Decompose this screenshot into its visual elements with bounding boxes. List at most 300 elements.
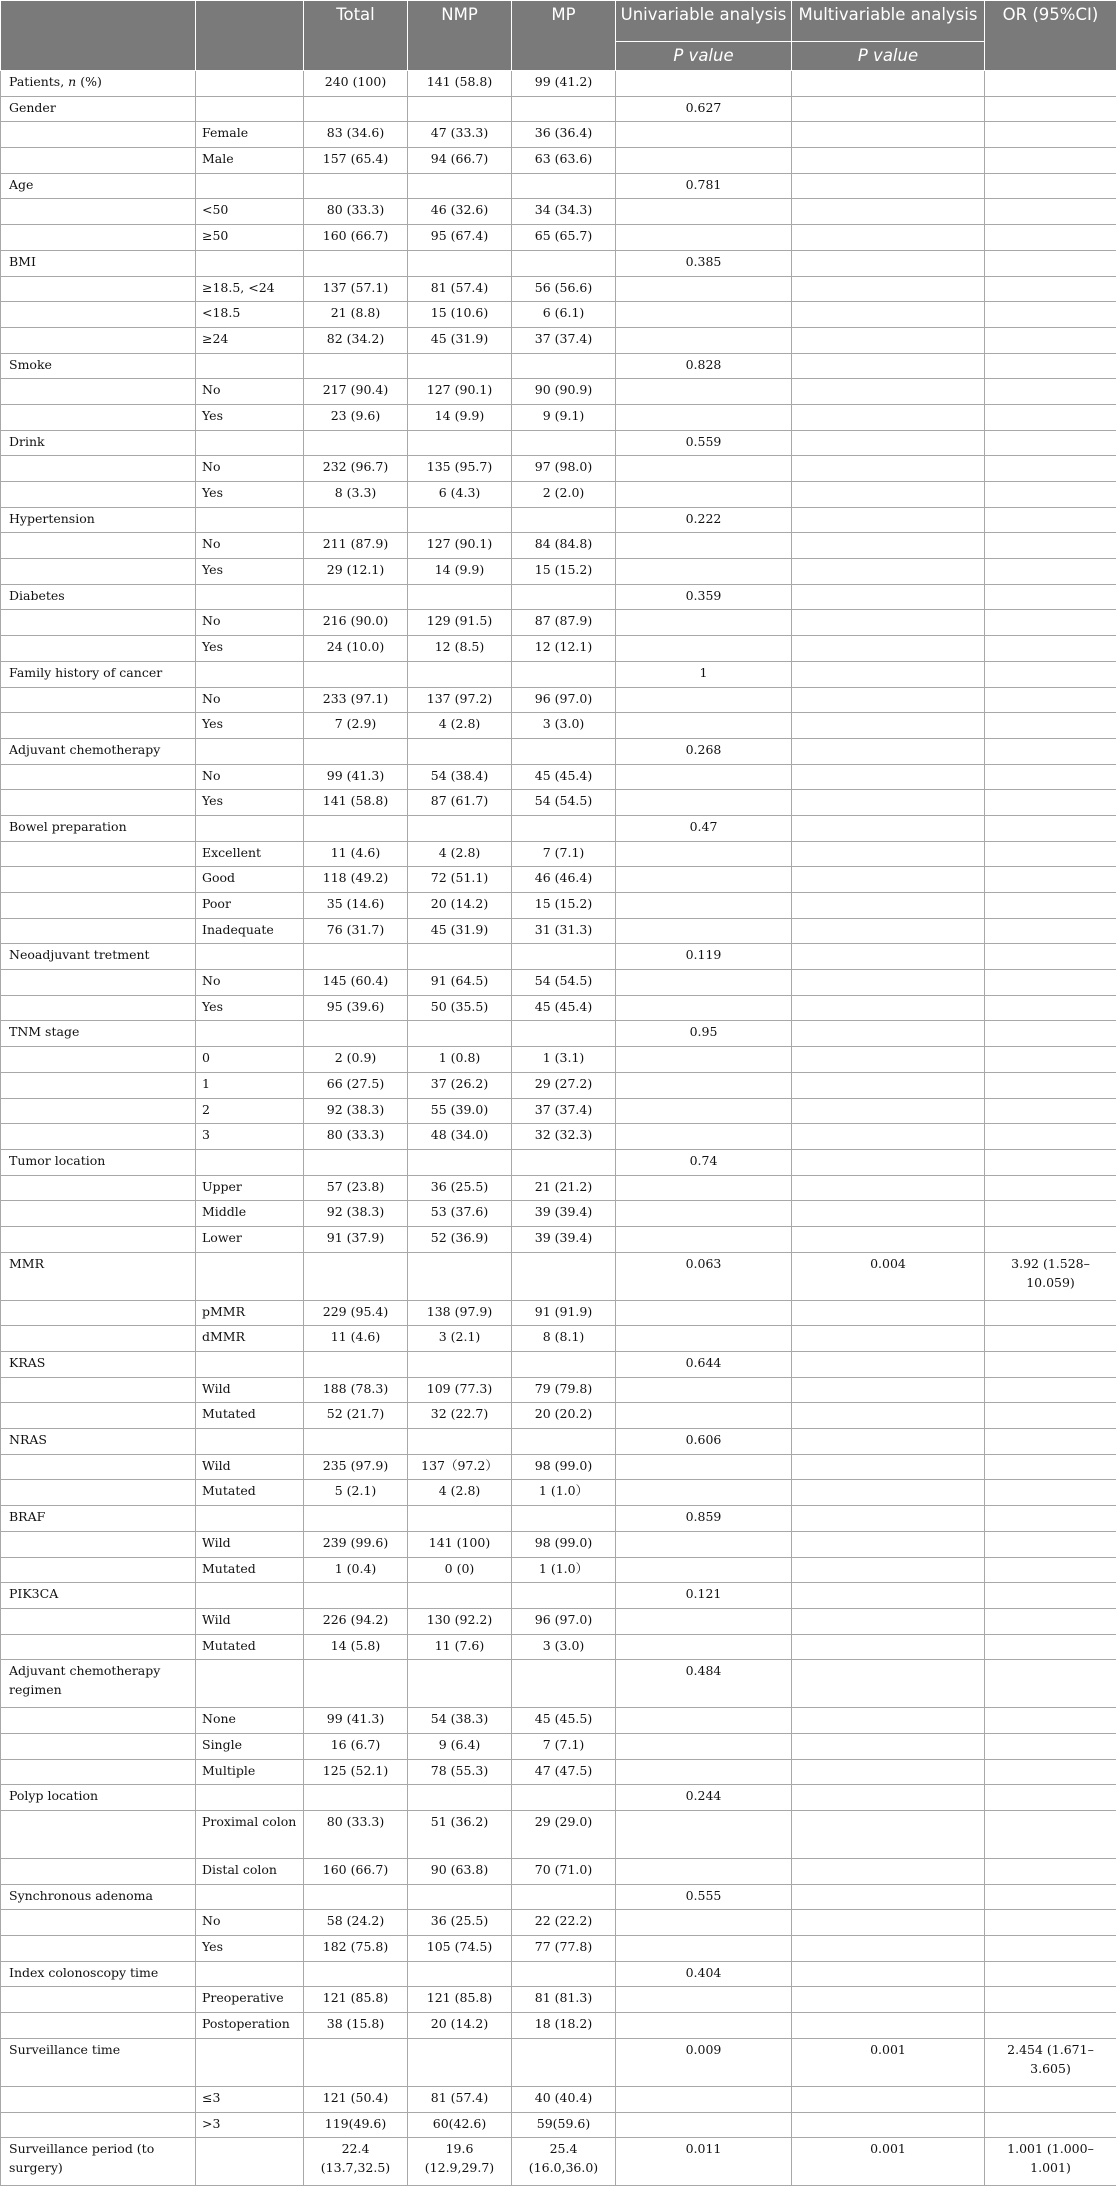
- univariable-p-cell: [616, 276, 792, 302]
- univariable-p-cell: [616, 1377, 792, 1403]
- table-row: [1, 2038, 1116, 2086]
- total-cell: [304, 1506, 408, 1532]
- nmp-cell: 36 (25.5): [408, 1175, 512, 1201]
- multivariable-p-cell: [792, 430, 985, 456]
- or-cell: [985, 1910, 1116, 1936]
- total-cell: 182 (75.8): [304, 1936, 408, 1962]
- or-cell: [985, 1961, 1116, 1987]
- or-cell: [985, 559, 1116, 585]
- category-cell: [196, 1583, 304, 1609]
- mp-cell: [512, 1660, 616, 1708]
- p-italic: P: [673, 46, 683, 65]
- univariable-p-cell: [616, 379, 792, 405]
- multivariable-p-cell: [792, 970, 985, 996]
- or-cell: [985, 1429, 1116, 1455]
- nmp-cell: 109 (77.3): [408, 1377, 512, 1403]
- variable-cell: Surveillance period (to surgery): [1, 2138, 196, 2186]
- nmp-cell: 4 (2.8): [408, 1480, 512, 1506]
- univariable-p-cell: [616, 918, 792, 944]
- multivariable-p-cell: [792, 661, 985, 687]
- univariable-p-cell: [616, 970, 792, 996]
- category-cell: Middle: [196, 1201, 304, 1227]
- total-cell: 80 (33.3): [304, 199, 408, 225]
- mp-cell: 37 (37.4): [512, 327, 616, 353]
- table-row: [1, 1429, 1116, 1455]
- multivariable-p-cell: [792, 1708, 985, 1734]
- nmp-cell: 20 (14.2): [408, 893, 512, 919]
- nmp-cell: 81 (57.4): [408, 2086, 512, 2112]
- multivariable-p-cell: [792, 1021, 985, 1047]
- or-cell: 1.001 (1.000–1.001): [985, 2138, 1116, 2186]
- table-row: [1, 841, 1116, 867]
- table-row: [1, 1634, 1116, 1660]
- univariable-p-cell: 0.009: [616, 2038, 792, 2086]
- or-cell: [985, 918, 1116, 944]
- category-cell: Distal colon: [196, 1859, 304, 1885]
- category-cell: Inadequate: [196, 918, 304, 944]
- table-row: [1, 790, 1116, 816]
- table-row: [1, 815, 1116, 841]
- univariable-p-cell: [616, 1300, 792, 1326]
- table-row: [1, 687, 1116, 713]
- or-cell: [985, 1759, 1116, 1785]
- or-cell: [985, 1454, 1116, 1480]
- variable-cell: [1, 687, 196, 713]
- or-cell: [985, 1201, 1116, 1227]
- univariable-p-cell: [616, 1201, 792, 1227]
- multivariable-p-cell: [792, 687, 985, 713]
- or-cell: [985, 2112, 1116, 2138]
- multivariable-p-cell: [792, 1987, 985, 2013]
- multivariable-p-cell: [792, 1936, 985, 1962]
- header-mp: MP: [512, 1, 616, 71]
- or-cell: [985, 764, 1116, 790]
- variable-cell: Index colonoscopy time: [1, 1961, 196, 1987]
- multivariable-p-cell: [792, 1759, 985, 1785]
- multivariable-p-cell: [792, 173, 985, 199]
- variable-cell: [1, 2112, 196, 2138]
- multivariable-p-cell: [792, 1300, 985, 1326]
- mp-cell: [512, 661, 616, 687]
- mp-cell: [512, 1252, 616, 1300]
- univariable-p-cell: 0.627: [616, 96, 792, 122]
- nmp-cell: 14 (9.9): [408, 404, 512, 430]
- multivariable-p-cell: [792, 327, 985, 353]
- mp-cell: [512, 944, 616, 970]
- table-row: [1, 1936, 1116, 1962]
- multivariable-p-cell: [792, 1377, 985, 1403]
- multivariable-p-cell: [792, 1326, 985, 1352]
- multivariable-p-cell: [792, 456, 985, 482]
- category-cell: Lower: [196, 1226, 304, 1252]
- univariable-p-cell: 0.119: [616, 944, 792, 970]
- nmp-cell: [408, 1961, 512, 1987]
- mp-cell: 20 (20.2): [512, 1403, 616, 1429]
- univariable-p-cell: [616, 1326, 792, 1352]
- multivariable-p-cell: [792, 533, 985, 559]
- variable-cell: Age: [1, 173, 196, 199]
- univariable-p-cell: [616, 995, 792, 1021]
- category-cell: pMMR: [196, 1300, 304, 1326]
- table-row: [1, 148, 1116, 174]
- multivariable-p-cell: [792, 1733, 985, 1759]
- header-total: Total: [304, 1, 408, 71]
- total-cell: 23 (9.6): [304, 404, 408, 430]
- or-cell: [985, 1352, 1116, 1378]
- or-cell: [985, 1072, 1116, 1098]
- table-row: [1, 944, 1116, 970]
- mp-cell: 25.4 (16.0,36.0): [512, 2138, 616, 2186]
- variable-cell: [1, 970, 196, 996]
- total-cell: 2 (0.9): [304, 1047, 408, 1073]
- multivariable-p-cell: [792, 610, 985, 636]
- univariable-p-cell: 0.222: [616, 507, 792, 533]
- total-cell: 66 (27.5): [304, 1072, 408, 1098]
- univariable-p-cell: [616, 713, 792, 739]
- mp-cell: [512, 1506, 616, 1532]
- or-cell: [985, 687, 1116, 713]
- variable-cell: Neoadjuvant tretment: [1, 944, 196, 970]
- multivariable-p-cell: [792, 1098, 985, 1124]
- univariable-p-cell: [616, 790, 792, 816]
- nmp-cell: 50 (35.5): [408, 995, 512, 1021]
- mp-cell: 3 (3.0): [512, 1634, 616, 1660]
- or-cell: [985, 404, 1116, 430]
- or-cell: [985, 1708, 1116, 1734]
- table-row: [1, 1098, 1116, 1124]
- variable-cell: Bowel preparation: [1, 815, 196, 841]
- table-row: [1, 636, 1116, 662]
- category-cell: dMMR: [196, 1326, 304, 1352]
- multivariable-p-cell: [792, 738, 985, 764]
- nmp-cell: 1 (0.8): [408, 1047, 512, 1073]
- table-row: [1, 1021, 1116, 1047]
- mp-cell: 22 (22.2): [512, 1910, 616, 1936]
- mp-cell: 7 (7.1): [512, 841, 616, 867]
- or-cell: [985, 1884, 1116, 1910]
- mp-cell: [512, 815, 616, 841]
- total-cell: 22.4 (13.7,32.5): [304, 2138, 408, 2186]
- variable-cell: [1, 893, 196, 919]
- category-cell: No: [196, 1910, 304, 1936]
- or-cell: [985, 1583, 1116, 1609]
- multivariable-p-cell: [792, 148, 985, 174]
- total-cell: [304, 96, 408, 122]
- univariable-p-cell: 0.359: [616, 584, 792, 610]
- univariable-p-cell: [616, 1226, 792, 1252]
- variable-cell: [1, 1759, 196, 1785]
- total-cell: 211 (87.9): [304, 533, 408, 559]
- total-cell: 82 (34.2): [304, 327, 408, 353]
- category-cell: >3: [196, 2112, 304, 2138]
- univariable-p-cell: [616, 1098, 792, 1124]
- univariable-p-cell: 0.781: [616, 173, 792, 199]
- nmp-cell: 3 (2.1): [408, 1326, 512, 1352]
- variable-cell: [1, 1098, 196, 1124]
- table-row: [1, 893, 1116, 919]
- table-row: [1, 2086, 1116, 2112]
- mp-cell: 84 (84.8): [512, 533, 616, 559]
- total-cell: 16 (6.7): [304, 1733, 408, 1759]
- univariable-p-cell: [616, 456, 792, 482]
- table-row: [1, 199, 1116, 225]
- multivariable-p-cell: [792, 1785, 985, 1811]
- univariable-p-cell: [616, 148, 792, 174]
- multivariable-p-cell: [792, 1480, 985, 1506]
- category-cell: No: [196, 764, 304, 790]
- table-row: [1, 1047, 1116, 1073]
- table-row: [1, 559, 1116, 585]
- multivariable-p-cell: [792, 1072, 985, 1098]
- table-row: [1, 1733, 1116, 1759]
- multivariable-p-cell: [792, 1175, 985, 1201]
- nmp-cell: [408, 353, 512, 379]
- table-row: [1, 1403, 1116, 1429]
- header-multivariable: Multivariable analysis: [792, 1, 985, 42]
- or-cell: [985, 944, 1116, 970]
- univariable-p-cell: [616, 327, 792, 353]
- variable-cell: [1, 1072, 196, 1098]
- mp-cell: [512, 96, 616, 122]
- mp-cell: 54 (54.5): [512, 790, 616, 816]
- p-rest: value: [868, 46, 918, 65]
- or-cell: [985, 71, 1116, 97]
- or-cell: [985, 353, 1116, 379]
- category-cell: [196, 661, 304, 687]
- or-cell: [985, 276, 1116, 302]
- mp-cell: 98 (99.0): [512, 1531, 616, 1557]
- mp-cell: 39 (39.4): [512, 1226, 616, 1252]
- table-row: [1, 1987, 1116, 2013]
- or-cell: 2.454 (1.671–3.605): [985, 2038, 1116, 2086]
- variable-cell: [1, 1634, 196, 1660]
- mp-cell: 1 (3.1): [512, 1047, 616, 1073]
- or-cell: [985, 1660, 1116, 1708]
- variable-cell: Adjuvant chemotherapy regimen: [1, 1660, 196, 1708]
- univariable-p-cell: 0.063: [616, 1252, 792, 1300]
- total-cell: [304, 1352, 408, 1378]
- univariable-p-cell: 0.385: [616, 250, 792, 276]
- or-cell: [985, 1403, 1116, 1429]
- multivariable-p-cell: [792, 1403, 985, 1429]
- univariable-p-cell: [616, 1124, 792, 1150]
- variable-cell: [1, 327, 196, 353]
- nmp-cell: [408, 1149, 512, 1175]
- table-row: [1, 1377, 1116, 1403]
- nmp-cell: [408, 430, 512, 456]
- variable-cell: [1, 1454, 196, 1480]
- univariable-p-cell: [616, 610, 792, 636]
- total-cell: [304, 353, 408, 379]
- variable-cell: [1, 1811, 196, 1859]
- category-cell: Mutated: [196, 1480, 304, 1506]
- variable-cell: [1, 713, 196, 739]
- nmp-cell: 138 (97.9): [408, 1300, 512, 1326]
- category-cell: Yes: [196, 636, 304, 662]
- univariable-p-cell: 0.121: [616, 1583, 792, 1609]
- total-cell: [304, 584, 408, 610]
- univariable-p-cell: 0.859: [616, 1506, 792, 1532]
- category-cell: 3: [196, 1124, 304, 1150]
- nmp-cell: 87 (61.7): [408, 790, 512, 816]
- label-suffix: (%): [76, 74, 102, 89]
- total-cell: 121 (50.4): [304, 2086, 408, 2112]
- mp-cell: [512, 1961, 616, 1987]
- multivariable-p-cell: [792, 1124, 985, 1150]
- nmp-cell: 90 (63.8): [408, 1859, 512, 1885]
- total-cell: 1 (0.4): [304, 1557, 408, 1583]
- univariable-p-cell: [616, 764, 792, 790]
- category-cell: No: [196, 379, 304, 405]
- category-cell: No: [196, 533, 304, 559]
- or-cell: [985, 430, 1116, 456]
- nmp-cell: 141 (58.8): [408, 71, 512, 97]
- category-cell: Upper: [196, 1175, 304, 1201]
- univariable-p-cell: [616, 482, 792, 508]
- table-row: [1, 1608, 1116, 1634]
- or-cell: [985, 533, 1116, 559]
- nmp-cell: 72 (51.1): [408, 867, 512, 893]
- category-cell: [196, 1961, 304, 1987]
- mp-cell: 63 (63.6): [512, 148, 616, 174]
- total-cell: 141 (58.8): [304, 790, 408, 816]
- or-cell: [985, 1634, 1116, 1660]
- multivariable-p-cell: 0.001: [792, 2038, 985, 2086]
- multivariable-p-cell: [792, 918, 985, 944]
- header-nmp: NMP: [408, 1, 512, 71]
- univariable-p-cell: [616, 1608, 792, 1634]
- table-row: [1, 1859, 1116, 1885]
- univariable-p-cell: [616, 2086, 792, 2112]
- variable-cell: [1, 841, 196, 867]
- mp-cell: [512, 2038, 616, 2086]
- variable-cell: [1, 2086, 196, 2112]
- nmp-cell: 127 (90.1): [408, 533, 512, 559]
- nmp-cell: 32 (22.7): [408, 1403, 512, 1429]
- or-cell: [985, 482, 1116, 508]
- variable-cell: Gender: [1, 96, 196, 122]
- univariable-p-cell: 0.47: [616, 815, 792, 841]
- variable-cell: TNM stage: [1, 1021, 196, 1047]
- total-cell: [304, 738, 408, 764]
- category-cell: 2: [196, 1098, 304, 1124]
- multivariable-p-cell: [792, 1531, 985, 1557]
- or-cell: [985, 1936, 1116, 1962]
- variable-cell: [1, 867, 196, 893]
- total-cell: 137 (57.1): [304, 276, 408, 302]
- nmp-cell: 137（97.2）: [408, 1454, 512, 1480]
- nmp-cell: 60(42.6): [408, 2112, 512, 2138]
- total-cell: [304, 1021, 408, 1047]
- mp-cell: [512, 173, 616, 199]
- multivariable-p-cell: [792, 815, 985, 841]
- table-row: [1, 276, 1116, 302]
- mp-cell: [512, 250, 616, 276]
- category-cell: Preoperative: [196, 1987, 304, 2013]
- total-cell: [304, 1884, 408, 1910]
- or-cell: [985, 250, 1116, 276]
- mp-cell: 3 (3.0): [512, 713, 616, 739]
- univariable-p-cell: [616, 2112, 792, 2138]
- variable-cell: [1, 1708, 196, 1734]
- total-cell: 24 (10.0): [304, 636, 408, 662]
- variable-cell: [1, 1531, 196, 1557]
- total-cell: 35 (14.6): [304, 893, 408, 919]
- mp-cell: 97 (98.0): [512, 456, 616, 482]
- table-header: [1, 1, 1116, 71]
- category-cell: Yes: [196, 995, 304, 1021]
- variable-cell: [1, 995, 196, 1021]
- multivariable-p-cell: [792, 841, 985, 867]
- total-cell: 229 (95.4): [304, 1300, 408, 1326]
- univariable-p-cell: [616, 841, 792, 867]
- total-cell: [304, 173, 408, 199]
- category-cell: Mutated: [196, 1557, 304, 1583]
- univariable-p-cell: 0.644: [616, 1352, 792, 1378]
- mp-cell: 96 (97.0): [512, 687, 616, 713]
- or-cell: [985, 2086, 1116, 2112]
- mp-cell: 65 (65.7): [512, 225, 616, 251]
- variable-cell: [1, 1326, 196, 1352]
- category-cell: No: [196, 610, 304, 636]
- category-cell: <18.5: [196, 302, 304, 328]
- multivariable-p-cell: [792, 507, 985, 533]
- nmp-cell: 4 (2.8): [408, 713, 512, 739]
- variable-cell: [1, 456, 196, 482]
- mp-cell: 45 (45.4): [512, 995, 616, 1021]
- mp-cell: [512, 430, 616, 456]
- category-cell: [196, 1884, 304, 1910]
- category-cell: None: [196, 1708, 304, 1734]
- category-cell: [196, 1429, 304, 1455]
- category-cell: Wild: [196, 1377, 304, 1403]
- multivariable-p-cell: [792, 944, 985, 970]
- mp-cell: [512, 353, 616, 379]
- table-row: [1, 661, 1116, 687]
- variable-cell: [1, 610, 196, 636]
- variable-cell: Synchronous adenoma: [1, 1884, 196, 1910]
- nmp-cell: 91 (64.5): [408, 970, 512, 996]
- mp-cell: [512, 1583, 616, 1609]
- or-cell: [985, 1785, 1116, 1811]
- multivariable-p-cell: [792, 2112, 985, 2138]
- univariable-p-cell: [616, 867, 792, 893]
- nmp-cell: 48 (34.0): [408, 1124, 512, 1150]
- multivariable-p-cell: [792, 302, 985, 328]
- univariable-p-cell: [616, 1733, 792, 1759]
- total-cell: [304, 430, 408, 456]
- total-cell: 235 (97.9): [304, 1454, 408, 1480]
- table-row: [1, 1252, 1116, 1300]
- variable-cell: MMR: [1, 1252, 196, 1300]
- variable-cell: [1, 1403, 196, 1429]
- category-cell: [196, 1352, 304, 1378]
- mp-cell: 59(59.6): [512, 2112, 616, 2138]
- category-cell: Multiple: [196, 1759, 304, 1785]
- univariable-p-cell: [616, 1708, 792, 1734]
- table-row: [1, 302, 1116, 328]
- total-cell: 239 (99.6): [304, 1531, 408, 1557]
- variable-cell: Tumor location: [1, 1149, 196, 1175]
- multivariable-p-cell: [792, 225, 985, 251]
- univariable-p-cell: [616, 1175, 792, 1201]
- multivariable-p-cell: [792, 867, 985, 893]
- mp-cell: [512, 1021, 616, 1047]
- category-cell: Yes: [196, 559, 304, 585]
- variable-cell: [1, 1226, 196, 1252]
- or-cell: [985, 970, 1116, 996]
- nmp-cell: 14 (9.9): [408, 559, 512, 585]
